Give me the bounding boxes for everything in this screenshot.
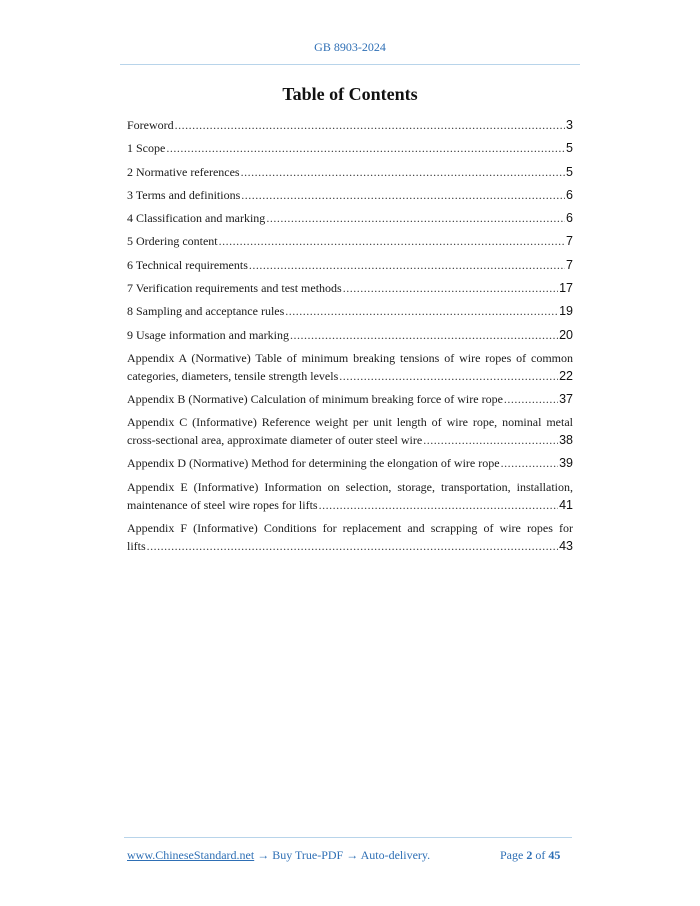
toc-page-number: 5 <box>566 141 573 156</box>
toc-entry-title: 6 Technical requirements <box>127 257 248 272</box>
dot-leader <box>166 139 565 158</box>
dot-leader <box>290 326 558 345</box>
dot-leader <box>319 496 559 515</box>
toc-entry-normative-references[interactable] <box>127 163 573 186</box>
toc-entry-appendix-b[interactable] <box>127 390 573 413</box>
page-of: of <box>535 848 546 862</box>
toc-entry-appendix-f[interactable] <box>127 519 573 560</box>
toc-entry-title: 1 Scope <box>127 141 166 156</box>
toc-entry-foreword[interactable] <box>127 116 573 139</box>
toc-entry-title: cross-sectional area, approximate diameter of outer steel wire <box>127 433 423 448</box>
toc-entry-appendix-d[interactable] <box>127 454 573 477</box>
toc-page-number: 7 <box>566 234 573 249</box>
toc-page-number: 22 <box>559 368 573 383</box>
page-total: 45 <box>548 848 561 862</box>
dot-leader <box>423 431 558 450</box>
toc-entry-title: 3 Terms and definitions <box>127 187 241 202</box>
header-divider <box>120 64 580 65</box>
toc-entry-title: 8 Sampling and acceptance rules <box>127 304 285 319</box>
arrow-right-icon: → <box>257 848 270 862</box>
toc-entry-appendix-c[interactable] <box>127 413 573 454</box>
dot-leader <box>266 209 565 228</box>
table-of-contents <box>127 116 573 560</box>
toc-page-number: 17 <box>559 281 573 296</box>
toc-entry-scope[interactable] <box>127 139 573 162</box>
toc-entry-title: 7 Verification requirements and test methods <box>127 281 342 296</box>
toc-entry-title-line1: Appendix A (Normative) Table of minimum breaking tensions of wire ropes of common <box>127 350 573 365</box>
toc-entry-title-line1: Appendix E (Informative) Information on selection, storage, transportation, installation, <box>127 479 573 494</box>
toc-entry-title: maintenance of steel wire ropes for lifts <box>127 497 318 512</box>
running-header <box>120 40 580 55</box>
toc-page-number: 6 <box>566 211 573 226</box>
buy-pdf-text: Buy True-PDF <box>272 848 344 862</box>
dot-leader <box>249 256 565 275</box>
toc-entry-sampling[interactable] <box>127 302 573 325</box>
dot-leader <box>285 302 558 321</box>
arrow-right-icon: → <box>346 848 359 862</box>
toc-entry-title: categories, diameters, tensile strength levels <box>127 368 339 383</box>
page-indicator <box>500 848 560 863</box>
dot-leader <box>241 163 565 182</box>
toc-entry-title-line1: Appendix F (Informative) Conditions for replacement and scrapping of wire ropes for <box>127 520 573 535</box>
toc-entry-appendix-e[interactable] <box>127 478 573 519</box>
dot-leader <box>504 390 558 409</box>
dot-leader <box>241 186 565 205</box>
toc-entry-title: 9 Usage information and marking <box>127 327 289 342</box>
dot-leader <box>175 116 565 135</box>
toc-entry-title: Foreword <box>127 118 174 132</box>
toc-page-number: 3 <box>566 118 573 132</box>
dot-leader <box>339 367 558 386</box>
toc-entry-title: 4 Classification and marking <box>127 211 266 226</box>
footer-promo <box>127 848 430 863</box>
toc-entry-title-line1: Appendix C (Informative) Reference weight per unit length of wire rope, nominal metal <box>127 415 573 430</box>
toc-entry-ordering-content[interactable] <box>127 232 573 255</box>
website-link[interactable]: www.ChineseStandard.net <box>127 848 255 862</box>
toc-page-number: 7 <box>566 257 573 272</box>
toc-entry-classification-marking[interactable] <box>127 209 573 232</box>
toc-page-number: 41 <box>559 497 573 512</box>
toc-page-number: 6 <box>566 187 573 202</box>
toc-entry-title: Appendix B (Normative) Calculation of minimum breaking force of wire rope <box>127 391 503 406</box>
toc-page-number: 37 <box>559 391 573 406</box>
page-title: Table of Contents <box>282 84 418 104</box>
footer-divider <box>124 837 572 838</box>
dot-leader <box>343 279 558 298</box>
dot-leader <box>147 537 558 556</box>
page-label: Page <box>500 848 524 862</box>
toc-page-number: 43 <box>559 538 573 553</box>
toc-entry-title: 2 Normative references <box>127 164 240 179</box>
page-current: 2 <box>526 848 533 862</box>
dot-leader <box>501 454 559 473</box>
toc-entry-technical-requirements[interactable] <box>127 256 573 279</box>
toc-page-number: 38 <box>559 433 573 448</box>
toc-entry-verification[interactable] <box>127 279 573 302</box>
toc-page-number: 20 <box>559 327 573 342</box>
toc-page-number: 19 <box>559 304 573 319</box>
toc-entry-title: 5 Ordering content <box>127 234 218 249</box>
toc-entry-title: Appendix D (Normative) Method for determining the elongation of wire rope <box>127 456 500 471</box>
document-id: GB 8903-2024 <box>314 40 386 54</box>
toc-page-number: 39 <box>559 456 573 471</box>
toc-entry-usage-information[interactable] <box>127 326 573 349</box>
auto-delivery-text: Auto-delivery. <box>360 848 431 862</box>
dot-leader <box>219 232 565 251</box>
toc-entry-appendix-a[interactable] <box>127 349 573 390</box>
toc-page-number: 5 <box>566 164 573 179</box>
toc-entry-title: lifts <box>127 538 146 553</box>
toc-entry-terms-definitions[interactable] <box>127 186 573 209</box>
